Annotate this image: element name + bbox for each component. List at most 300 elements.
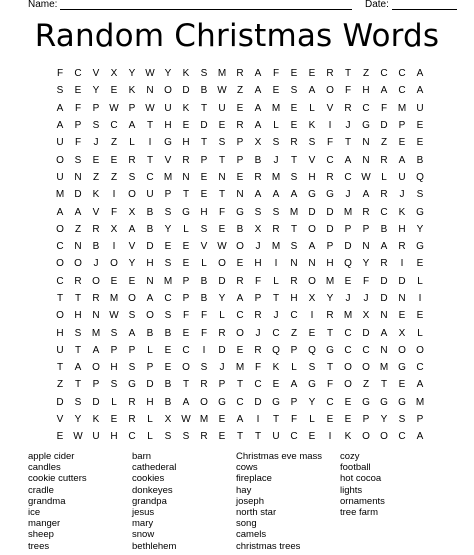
grid-letter: G	[326, 344, 334, 356]
grid-letter: E	[110, 85, 118, 97]
grid-letter: G	[308, 189, 316, 201]
grid-letter: N	[182, 171, 190, 183]
grid-letter: S	[110, 327, 118, 339]
grid-letter: R	[182, 154, 190, 166]
grid-letter: P	[254, 293, 262, 304]
grid-letter: W	[217, 241, 227, 253]
grid-letter: A	[344, 154, 352, 166]
grid-letter: E	[326, 414, 334, 426]
grid-letter: P	[146, 362, 154, 374]
grid-letter: H	[326, 258, 334, 270]
grid-letter: T	[236, 431, 244, 443]
grid-letter: P	[344, 223, 352, 235]
grid-letter: P	[92, 102, 100, 114]
grid-letter: D	[380, 293, 388, 304]
date-label: Date:	[365, 0, 389, 10]
grid-letter: Z	[110, 137, 118, 149]
grid-letter: E	[272, 85, 280, 97]
grid-letter: P	[362, 223, 370, 235]
grid-letter: S	[416, 189, 424, 201]
grid-letter: T	[344, 137, 352, 149]
grid-letter: P	[110, 344, 118, 356]
word-list-item: grandpa	[132, 495, 167, 507]
grid-letter: O	[92, 275, 100, 287]
grid-letter: D	[146, 241, 154, 253]
grid-letter: C	[398, 68, 406, 80]
grid-letter: M	[325, 275, 335, 287]
word-list-item: manger	[28, 518, 61, 530]
grid-letter: P	[236, 137, 244, 149]
grid-letter: N	[146, 275, 154, 287]
grid-letter: M	[379, 362, 389, 374]
grid-letter: Z	[362, 379, 370, 391]
grid-letter: I	[400, 258, 404, 270]
grid-letter: A	[398, 154, 406, 166]
grid-letter: E	[416, 137, 424, 149]
grid-letter: O	[164, 85, 172, 97]
grid-letter: E	[236, 344, 244, 356]
grid-letter: B	[146, 206, 154, 218]
grid-letter: O	[74, 258, 82, 270]
grid-letter: G	[416, 241, 424, 253]
name-label: Name:	[28, 0, 58, 10]
grid-letter: P	[164, 189, 172, 201]
grid-letter: P	[182, 293, 190, 304]
grid-letter: N	[92, 310, 100, 322]
grid-letter: T	[56, 293, 64, 304]
word-list-item: cathederal	[132, 462, 177, 474]
grid-letter: P	[74, 120, 82, 132]
grid-letter: E	[416, 310, 424, 322]
grid-letter: C	[344, 171, 352, 183]
grid-letter: A	[74, 206, 82, 218]
grid-letter: E	[164, 344, 172, 356]
grid-letter: K	[182, 68, 190, 80]
grid-letter: V	[56, 414, 64, 426]
grid-letter: D	[182, 85, 190, 97]
grid-letter: A	[56, 206, 64, 218]
grid-letter: E	[74, 85, 82, 97]
grid-letter: M	[91, 327, 101, 339]
grid-letter: L	[147, 414, 153, 426]
grid-letter: O	[56, 154, 64, 166]
grid-letter: S	[290, 171, 298, 183]
grid-letter: O	[236, 327, 244, 339]
grid-letter: P	[362, 414, 370, 426]
grid-letter: T	[290, 154, 298, 166]
grid-letter: P	[326, 241, 334, 253]
grid-letter: X	[110, 68, 118, 80]
grid-letter: I	[256, 414, 260, 426]
grid-letter: E	[344, 275, 352, 287]
grid-letter: C	[416, 362, 424, 374]
grid-letter: Y	[128, 68, 136, 80]
grid-letter: A	[92, 344, 100, 356]
grid-letter: A	[56, 102, 64, 114]
grid-letter: C	[110, 120, 118, 132]
grid-letter: D	[326, 206, 334, 218]
grid-letter: X	[164, 414, 172, 426]
grid-letter: O	[92, 362, 100, 374]
grid-letter: B	[254, 154, 262, 166]
grid-letter: O	[146, 310, 154, 322]
grid-letter: V	[92, 206, 100, 218]
grid-letter: R	[344, 102, 352, 114]
grid-letter: M	[271, 102, 281, 114]
grid-letter: P	[218, 379, 226, 391]
word-list-item: fireplace	[236, 473, 272, 485]
letter-grid	[51, 65, 429, 445]
grid-letter: H	[308, 171, 316, 183]
grid-letter: A	[416, 431, 424, 443]
grid-letter: Y	[164, 223, 172, 235]
grid-letter: T	[218, 154, 226, 166]
grid-letter: U	[56, 344, 64, 356]
grid-letter: D	[218, 344, 226, 356]
grid-letter: K	[272, 362, 280, 374]
grid-letter: R	[200, 379, 208, 391]
grid-letter: R	[92, 293, 100, 304]
grid-letter: T	[74, 344, 82, 356]
grid-letter: E	[218, 414, 226, 426]
word-list-item: ice	[28, 506, 41, 518]
date-line	[392, 9, 457, 10]
grid-letter: F	[200, 327, 208, 339]
word-list-item: barn	[132, 451, 152, 462]
grid-letter: E	[236, 258, 244, 270]
grid-letter: M	[235, 362, 245, 374]
grid-letter: S	[272, 137, 280, 149]
grid-letter: E	[200, 171, 208, 183]
grid-letter: D	[308, 206, 316, 218]
grid-letter: R	[236, 275, 244, 287]
word-list-item: camels	[236, 529, 267, 541]
grid-letter: T	[200, 137, 208, 149]
grid-letter: D	[218, 275, 226, 287]
grid-letter: K	[344, 431, 352, 443]
grid-letter: T	[272, 293, 280, 304]
word-list-item: cradle	[28, 484, 54, 496]
grid-letter: O	[56, 223, 64, 235]
grid-letter: H	[146, 258, 154, 270]
grid-letter: Z	[110, 171, 118, 183]
word-list-item: bethlehem	[132, 540, 177, 552]
grid-letter: X	[254, 137, 262, 149]
grid-letter: B	[236, 223, 244, 235]
grid-letter: O	[218, 258, 226, 270]
grid-letter: T	[272, 414, 280, 426]
grid-letter: L	[147, 344, 153, 356]
grid-letter: E	[398, 379, 406, 391]
grid-letter: H	[146, 396, 154, 408]
grid-letter: G	[182, 206, 190, 218]
grid-letter: F	[344, 85, 352, 97]
grid-letter: C	[290, 431, 298, 443]
grid-letter: T	[74, 293, 82, 304]
grid-letter: R	[236, 120, 244, 132]
grid-letter: Z	[380, 137, 388, 149]
grid-letter: N	[146, 85, 154, 97]
grid-letter: P	[128, 102, 136, 114]
grid-letter: S	[74, 327, 82, 339]
grid-letter: N	[308, 258, 316, 270]
grid-letter: Y	[308, 396, 316, 408]
grid-letter: N	[362, 241, 370, 253]
grid-letter: A	[380, 327, 388, 339]
grid-letter: C	[380, 68, 388, 80]
grid-letter: C	[362, 102, 370, 114]
grid-letter: A	[254, 189, 262, 201]
grid-letter: G	[164, 137, 172, 149]
grid-letter: A	[128, 327, 136, 339]
grid-letter: J	[345, 189, 351, 201]
grid-letter: R	[326, 68, 334, 80]
grid-letter: I	[310, 310, 314, 322]
grid-letter: A	[128, 223, 136, 235]
grid-letter: T	[218, 189, 226, 201]
grid-letter: D	[254, 396, 262, 408]
grid-letter: T	[182, 189, 190, 201]
word-list-item: donkeyes	[132, 484, 173, 496]
grid-letter: R	[128, 414, 136, 426]
grid-letter: A	[416, 68, 424, 80]
grid-letter: A	[128, 120, 136, 132]
grid-letter: K	[398, 206, 406, 218]
grid-letter: S	[110, 379, 118, 391]
grid-letter: W	[145, 68, 155, 80]
word-list-item: mary	[132, 518, 154, 530]
grid-letter: R	[290, 137, 298, 149]
grid-letter: J	[363, 293, 369, 304]
grid-letter: A	[308, 241, 316, 253]
grid-letter: N	[236, 189, 244, 201]
grid-letter: F	[380, 102, 388, 114]
grid-letter: L	[381, 171, 387, 183]
word-list-item: candles	[28, 462, 61, 474]
grid-letter: F	[326, 379, 334, 391]
grid-letter: S	[254, 206, 262, 218]
grid-letter: E	[110, 414, 118, 426]
grid-letter: W	[109, 102, 119, 114]
grid-letter: B	[200, 85, 208, 97]
grid-letter: R	[128, 396, 136, 408]
grid-letter: H	[56, 327, 64, 339]
grid-letter: Z	[56, 379, 64, 391]
grid-letter: S	[182, 431, 190, 443]
grid-letter: B	[146, 223, 154, 235]
grid-letter: Y	[326, 293, 334, 304]
grid-letter: A	[290, 189, 298, 201]
grid-letter: W	[145, 102, 155, 114]
grid-letter: B	[416, 154, 424, 166]
grid-letter: F	[200, 310, 208, 322]
grid-letter: O	[362, 362, 370, 374]
grid-letter: A	[254, 102, 262, 114]
grid-letter: L	[129, 137, 135, 149]
word-list-item: sheep	[28, 529, 54, 541]
grid-letter: Q	[308, 344, 316, 356]
grid-letter: O	[308, 275, 316, 287]
grid-letter: A	[236, 414, 244, 426]
grid-letter: J	[93, 258, 99, 270]
grid-letter: H	[182, 137, 190, 149]
grid-letter: N	[398, 293, 406, 304]
grid-letter: L	[417, 327, 423, 339]
grid-letter: S	[398, 414, 406, 426]
word-list-item: cows	[236, 462, 258, 474]
grid-letter: Y	[128, 258, 136, 270]
grid-letter: Y	[218, 293, 226, 304]
grid-letter: Y	[74, 414, 82, 426]
word-list-item: trees	[28, 540, 50, 552]
grid-letter: W	[181, 414, 191, 426]
grid-letter: U	[272, 431, 280, 443]
grid-letter: U	[416, 102, 424, 114]
grid-letter: C	[326, 154, 334, 166]
grid-letter: P	[416, 414, 424, 426]
grid-letter: G	[218, 396, 226, 408]
grid-letter: X	[128, 206, 136, 218]
grid-letter: V	[92, 68, 100, 80]
grid-letter: S	[92, 120, 100, 132]
grid-letter: O	[128, 293, 136, 304]
word-list-item: snow	[132, 529, 155, 541]
grid-letter: G	[362, 120, 370, 132]
grid-letter: G	[236, 206, 244, 218]
grid-letter: B	[200, 293, 208, 304]
word-list-item: Christmas eve mass	[236, 451, 323, 462]
grid-letter: A	[380, 241, 388, 253]
grid-letter: R	[326, 310, 334, 322]
grid-letter: N	[380, 310, 388, 322]
grid-letter: S	[200, 362, 208, 374]
grid-letter: C	[326, 396, 334, 408]
grid-letter: O	[398, 344, 406, 356]
grid-letter: G	[272, 396, 280, 408]
grid-letter: O	[56, 310, 64, 322]
grid-letter: D	[200, 120, 208, 132]
grid-letter: R	[380, 154, 388, 166]
grid-letter: I	[148, 137, 152, 149]
grid-letter: F	[290, 414, 298, 426]
grid-letter: L	[111, 396, 117, 408]
grid-letter: O	[344, 379, 352, 391]
grid-letter: R	[200, 431, 208, 443]
grid-letter: O	[308, 223, 316, 235]
grid-letter: A	[56, 120, 64, 132]
grid-letter: U	[92, 431, 100, 443]
grid-letter: X	[308, 293, 316, 304]
grid-letter: E	[110, 154, 118, 166]
grid-letter: H	[290, 293, 298, 304]
word-list-item: hay	[236, 484, 252, 496]
grid-letter: C	[398, 85, 406, 97]
word-list-item: joseph	[236, 495, 264, 507]
word-list	[28, 451, 468, 551]
grid-letter: T	[146, 154, 154, 166]
grid-letter: Y	[362, 258, 370, 270]
grid-letter: N	[290, 258, 298, 270]
grid-letter: A	[254, 120, 262, 132]
grid-letter: S	[164, 310, 172, 322]
worksheet-header	[0, 0, 474, 12]
grid-letter: T	[290, 223, 298, 235]
word-list-item: north star	[236, 506, 277, 518]
word-list-item: football	[340, 462, 371, 474]
grid-letter: S	[74, 154, 82, 166]
grid-letter: J	[255, 241, 261, 253]
grid-letter: O	[326, 85, 334, 97]
grid-letter: J	[219, 362, 225, 374]
grid-letter: C	[236, 396, 244, 408]
grid-letter: U	[146, 189, 154, 201]
grid-letter: N	[380, 344, 388, 356]
grid-letter: S	[164, 431, 172, 443]
grid-letter: P	[398, 120, 406, 132]
grid-letter: H	[362, 85, 370, 97]
grid-letter: R	[236, 68, 244, 80]
grid-letter: P	[236, 154, 244, 166]
grid-letter: W	[217, 85, 227, 97]
grid-letter: B	[92, 241, 100, 253]
grid-letter: M	[163, 275, 173, 287]
grid-letter: I	[112, 189, 116, 201]
grid-letter: P	[200, 154, 208, 166]
grid-letter: R	[362, 206, 370, 218]
grid-letter: S	[164, 206, 172, 218]
grid-letter: E	[182, 120, 190, 132]
grid-letter: E	[308, 68, 316, 80]
grid-letter: W	[73, 431, 83, 443]
grid-letter: T	[74, 379, 82, 391]
grid-letter: D	[380, 120, 388, 132]
grid-letter: E	[92, 154, 100, 166]
grid-letter: A	[416, 379, 424, 391]
grid-letter: M	[217, 68, 227, 80]
grid-letter: T	[200, 102, 208, 114]
grid-letter: V	[164, 154, 172, 166]
grid-letter: B	[164, 327, 172, 339]
grid-letter: M	[343, 206, 353, 218]
grid-letter: S	[272, 206, 280, 218]
grid-letter: A	[272, 189, 280, 201]
grid-letter: S	[218, 137, 226, 149]
word-list-item: jesus	[132, 506, 155, 518]
grid-letter: M	[343, 310, 353, 322]
grid-letter: Z	[290, 327, 298, 339]
grid-letter: R	[254, 310, 262, 322]
grid-letter: I	[202, 344, 206, 356]
grid-letter: D	[74, 189, 82, 201]
grid-letter: J	[273, 310, 279, 322]
grid-letter: O	[344, 362, 352, 374]
grid-letter: B	[200, 275, 208, 287]
grid-letter: R	[380, 258, 388, 270]
grid-letter: V	[128, 241, 136, 253]
grid-letter: M	[163, 171, 173, 183]
grid-letter: J	[273, 154, 279, 166]
grid-letter: H	[398, 223, 406, 235]
grid-letter: F	[110, 206, 118, 218]
grid-letter: M	[271, 241, 281, 253]
grid-letter: L	[417, 275, 423, 287]
grid-letter: F	[326, 137, 334, 149]
grid-letter: I	[274, 258, 278, 270]
grid-letter: I	[418, 293, 422, 304]
word-list-item: cookies	[132, 473, 165, 485]
grid-letter: G	[398, 396, 406, 408]
grid-letter: Q	[272, 344, 280, 356]
